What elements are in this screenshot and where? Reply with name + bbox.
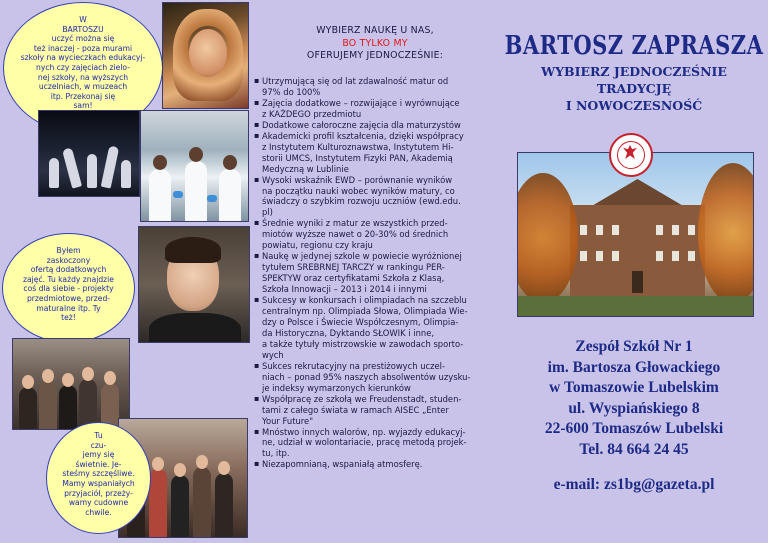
email-link[interactable]: e-mail: zs1bg@gazeta.pl xyxy=(553,476,715,493)
phone-line: Tel. 84 664 24 45 xyxy=(579,440,689,458)
offer-header xyxy=(250,25,500,63)
address-line: 22-600 Tomaszów Lubelski xyxy=(544,420,724,437)
offer-header-line2: BO TYLKO MY xyxy=(342,37,408,49)
school-seal-logo xyxy=(609,133,653,177)
address-line: Zespół Szkół Nr 1 xyxy=(575,338,693,355)
feature-item: ▪ Średnie wyniki z matur ze wszystkich przed- miotów wyższe nawet o 20-30% od średnich powiatu, regionu czy kraju xyxy=(254,218,494,251)
address-line: im. Bartosza Głowackiego xyxy=(547,358,721,376)
feature-item: ▪ Sukces rekrutacyjny na prestiżowych uczel- niach – ponad 95% naszych absolwentów uzysku- je indeksy wymarzonych kierunków xyxy=(254,361,494,394)
page-title: BARTOSZ ZAPRASZA xyxy=(504,28,764,61)
page-subtitle: WYBIERZ JEDNOCZEŚNIE TRADYCJĘ I NOWOCZESNOŚĆ xyxy=(541,64,727,113)
left-panel xyxy=(0,0,250,543)
address-line: w Tomaszowie Lubelskim xyxy=(549,379,719,396)
address-line: ul. Wyspiańskiego 8 xyxy=(568,399,700,417)
photo-student-boy xyxy=(138,226,250,343)
middle-panel xyxy=(250,0,500,543)
offer-header-line3: OFERUJEMY JEDNOCZEŚNIE: xyxy=(306,50,444,61)
school-address xyxy=(500,337,768,460)
features-list xyxy=(254,76,494,470)
photo-school-building xyxy=(517,152,754,317)
right-panel xyxy=(500,0,768,543)
photo-laboratory xyxy=(140,110,249,222)
feature-item: ▪ Utrzymującą się od lat zdawalność matur od 97% do 100% xyxy=(254,76,494,98)
feature-item: ▪ Dodatkowe całoroczne zajęcia dla maturzystów xyxy=(254,120,494,131)
offer-header-line1: WYBIERZ NAUKĘ U NAS, xyxy=(316,25,434,36)
photo-student-group xyxy=(12,338,130,430)
bubble-friends-text: Tu czu- jemy się świetnie. Je- steśmy szczęśliwe. Mamy wspaniałych przyjaciół, przeży- wamy cudowne chwile. xyxy=(62,431,135,517)
bubble-trips-text: W BARTOSZU uczyć można się też inaczej - poza murami szkoły na wycieczkach edukacyj- nych czy zajęciach zielo- nej szkoły, na wyższych uczelniach, w muzeach itp. Przekonaj się sam! xyxy=(20,15,146,111)
bubble-activities-text: Byłem zaskoczony ofertą dodatkowych zajęć. Tu każdy znajdzie coś dla siebie - projekty przedmiotowe, przed- maturalne itp. Ty też! xyxy=(23,246,114,323)
feature-item: ▪ Współpracę ze szkołą we Freudenstadt, studen- tami z całego świata w ramach AISEC „Enter Your Future" xyxy=(254,394,494,427)
photo-teacher xyxy=(162,2,249,109)
photo-dance-show xyxy=(38,110,140,197)
feature-item: ▪ Akademicki profil kształcenia, dzięki współpracy z Instytutem Kulturoznawstwa, Instytutem Hi- storii UMCS, Instytutem Fizyki PAN, Akademią Medyczną w Lublinie xyxy=(254,131,494,175)
feature-item: ▪ Mnóstwo innych walorów, np. wyjazdy edukacyj- ne, udział w wolontariacie, pracę metodą projek- tu, itp. xyxy=(254,427,494,460)
feature-item: ▪ Naukę w jedynej szkole w powiecie wyróżnionej tytułem SREBRNEJ TARCZY w rankingu PER- SPEKTYW oraz certyfikatami Szkoła z Klasą, Szkoła Innowacji – 2013 i 2014 i innymi xyxy=(254,251,494,295)
feature-item: ▪ Zajęcia dodatkowe – rozwijające i wyrównujące z KAŻDEGO przedmiotu xyxy=(254,98,494,120)
speech-bubble-friends xyxy=(46,422,151,534)
feature-item: ▪ Wysoki wskaźnik EWD – porównanie wyników na początku nauki wobec wyników matury, co świadczy o szybkim rozwoju uczniów (ewd.edu. pl) xyxy=(254,175,494,219)
speech-bubble-activities xyxy=(2,233,135,343)
feature-item: ▪ Niezapomnianą, wspaniałą atmosferę. xyxy=(254,459,494,470)
feature-item: ▪ Sukcesy w konkursach i olimpiadach na szczeblu centralnym np. Olimpiada Słowa, Olimpiada Wie- dzy o Polsce i Świecie Współczesnym, Olimpia- da Historyczna, Dyktando SŁOWIK i inne, a także tytuły mistrzowskie w zawodach sporto- wych xyxy=(254,295,494,361)
